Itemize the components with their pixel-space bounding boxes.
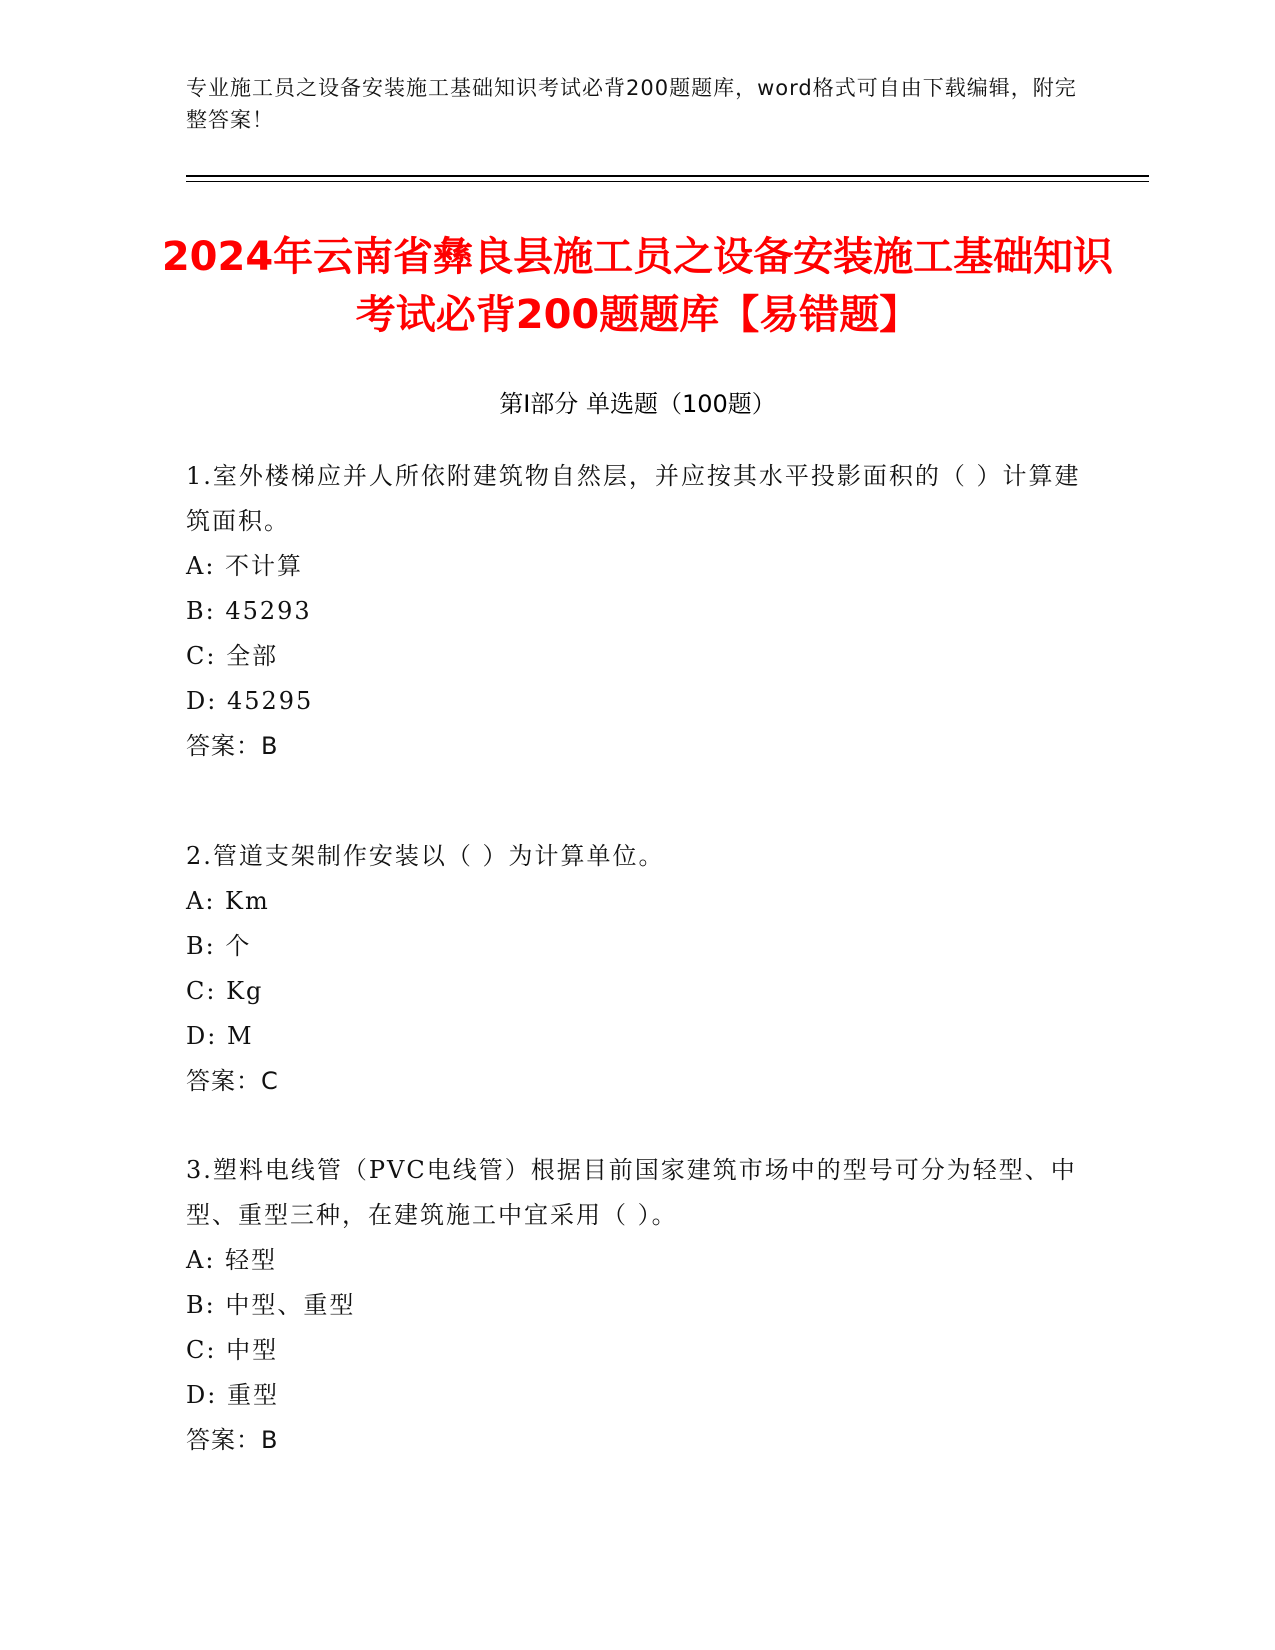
document-title: 2024年云南省彝良县施工员之设备安装施工基础知识考试必背200题题库【易错题】	[161, 234, 1114, 338]
option-d: D: 45295	[186, 687, 314, 715]
question-stem: 2.管道支架制作安装以（ ）为计算单位。	[186, 842, 665, 870]
option-b: B: 个	[186, 932, 252, 960]
option-b: B: 45293	[186, 597, 312, 625]
section-heading: 第I部分 单选题（100题）	[499, 390, 776, 418]
option-c: C: 全部	[186, 642, 279, 670]
option-a: A: 不计算	[186, 552, 304, 580]
option-d: D: 重型	[186, 1381, 279, 1409]
option-b: B: 中型、重型	[186, 1291, 356, 1319]
question-stem: 1.室外楼梯应并人所依附建筑物自然层，并应按其水平投影面积的（ ）计算建筑面积。	[186, 462, 1081, 535]
header-divider-thin	[186, 181, 1149, 182]
option-a: A: Km	[186, 887, 270, 915]
answer: 答案：B	[186, 1426, 279, 1454]
header-divider-thick	[186, 175, 1149, 177]
option-c: C: Kg	[186, 977, 264, 1005]
answer: 答案：B	[186, 732, 279, 760]
header-note: 专业施工员之设备安装施工基础知识考试必背200题题库，word格式可自由下载编辑，附完整答案！	[186, 76, 1077, 132]
question-2	[186, 834, 1086, 1104]
question-stem: 3.塑料电线管（PVC电线管）根据目前国家建筑市场中的型号可分为轻型、中型、重型三种，在建筑施工中宜采用（ ）。	[186, 1156, 1077, 1229]
option-c: C: 中型	[186, 1336, 279, 1364]
answer: 答案：C	[186, 1067, 279, 1095]
question-1	[186, 454, 1086, 769]
option-d: D: M	[186, 1022, 254, 1050]
option-a: A: 轻型	[186, 1246, 278, 1274]
question-3	[186, 1148, 1086, 1463]
